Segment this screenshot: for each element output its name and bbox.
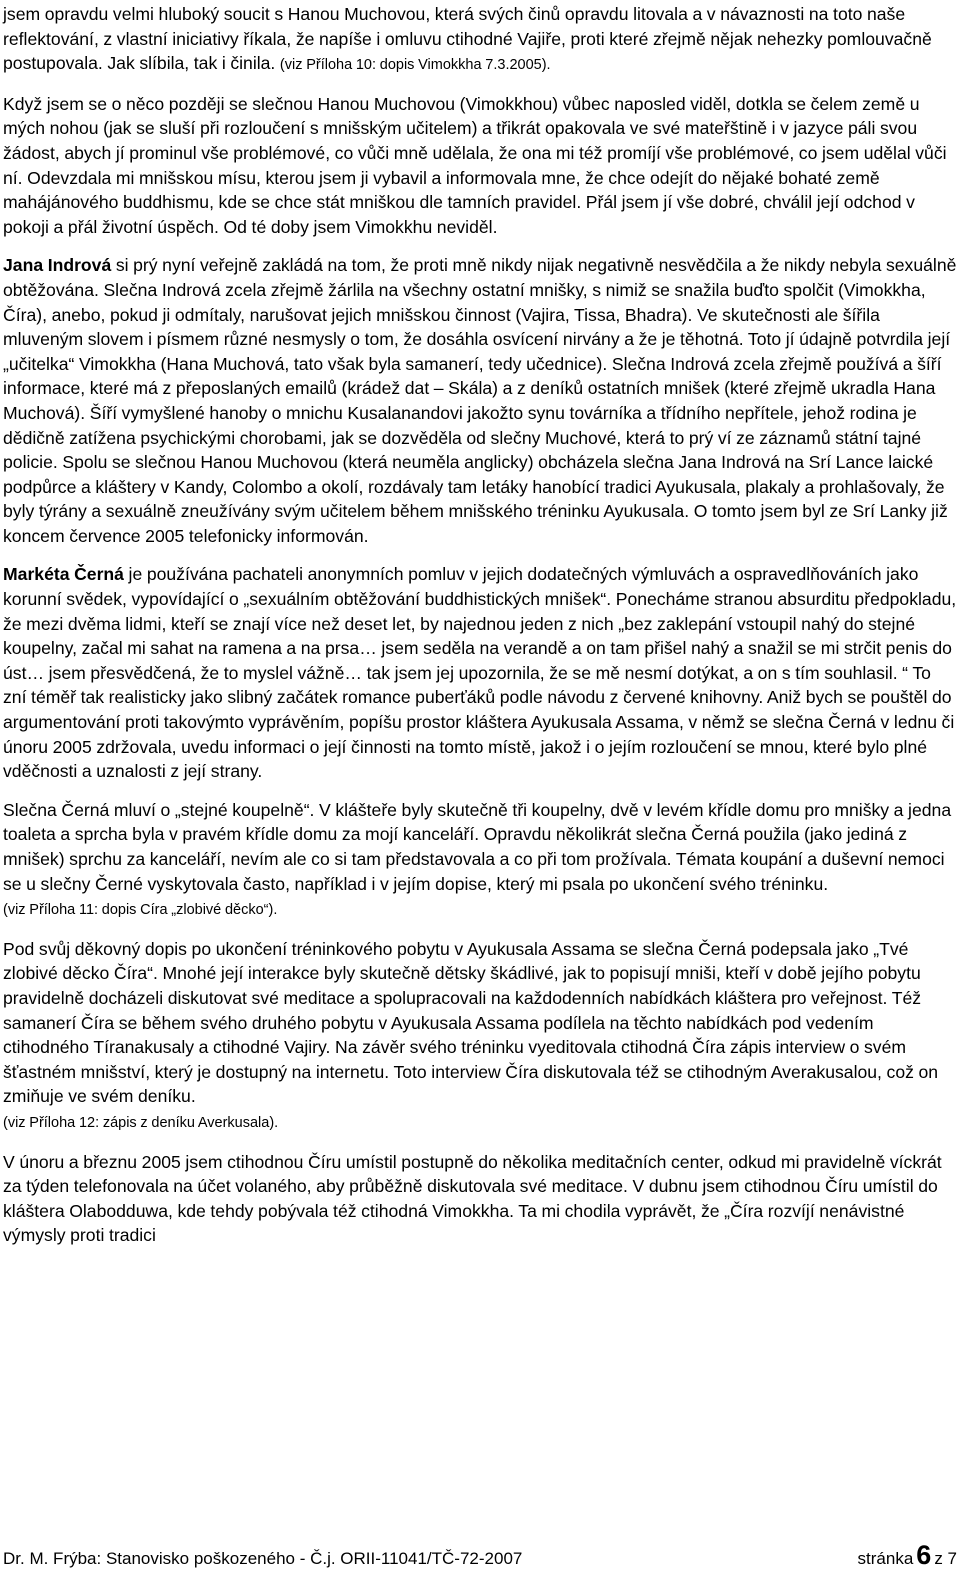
paragraph-text: Slečna Černá mluví o „stejné koupelně“. V klášteře byly skutečně tři koupelny, dvě v levém křídle domu pro mnišky a jedna toaleta a sprcha byla v pravém křídle domu za mojí kanceláří. Opravdu několikrát slečna Černá použila (jako jediná z mnišek) sprchu za kanceláří, nevím ale co si tam představovala a co při tom prožívala. Témata koupání a duševní nemoci se u slečny Černé vyskytovala často, například i v jejím dopise, který mi psala po ukončení svého tréninku.	[3, 799, 952, 894]
paragraph-5	[3, 798, 957, 923]
footer-page-total: z 7	[934, 1549, 957, 1568]
person-name-bold: Jana Indrová	[3, 255, 112, 276]
paragraph-6	[3, 937, 957, 1136]
page-footer	[3, 1540, 957, 1571]
paragraph-text: jsem opravdu velmi hluboký soucit s Hanou Muchovou, která svých činů opravdu litovala a v návaznosti na toto naše reflektování, z vlastní iniciativy říkala, že napíše i omluvu ctihodné Vajiře, proti které zřejmě nějak nehezky pomlouvačně postupovala. Jak slíbila, tak i činila.	[3, 4, 932, 74]
paragraph-text: je používána pachateli anonymních pomluv v jejich dodatečných výmluvách a ospravedlňováních jako korunní svědek, vypovídající o „sexuálním obtěžování buddhistických mnišek“. Ponecháme stranou absurditu předpokladu, že mezi dvěma lidmi, kteří se znají více než deset let, by najednou jeden z nich „bez zaklepání vstoupil nahý do stejné koupelny, začal mi sahat na ramena a na prsa… jsem seděla na verandě a on tam přišel nahý a snažil se mi strčit penis do úst… jsem přesvědčená, že to myslel vážně… tak jsem jej upozornila, že se mě nesmí dotýkat, a on s tím souhlasil. “ To zní téměř tak realisticky jako slibný začátek romance puberťáků podle návodu z červené knihovny. Aniž bych se pouštěl do argumentování proti takovýmto vyprávěním, popíšu prostor kláštera Ayukusala Assama, v němž se slečna Černá v lednu či únoru 2005 zdržovala, uvedu informaci o její činnosti na tomto místě, jakož i o jejím rozloučení se mnou, které bylo plné vděčnosti a uznalosti z její strany.	[3, 564, 957, 782]
footer-document-reference: Dr. M. Frýba: Stanovisko poškozeného - Č.j. ORII-11041/TČ-72-2007	[3, 1549, 523, 1568]
paragraph-text: Když jsem se o něco později se slečnou Hanou Muchovou (Vimokkhou) vůbec naposled viděl, dotkla se čelem země u mých nohou (jak se sluší při rozloučení s mnišským učitelem) a třikrát opakovala ve své mateřštině i v jazyce páli svou žádost, abych jí prominul vše problémové, co vůči mně udělala, že ona mi též promíjí vše problémové, co jsem udělal vůči ní. Odevzdala mi mnišskou mísu, kterou jsem ji vybavil a informovala mne, že chce odejít do nějaké bohaté země mahájánového buddhismu, kde se chce stát mniškou dle tamních pravidel. Přál jsem jí vše dobré, chválil její odchod v pokoji a přál životní úspěch. Od té doby jsem Vimokkhu neviděl.	[3, 93, 947, 237]
paragraph-text: Pod svůj děkovný dopis po ukončení tréninkového pobytu v Ayukusala Assama se slečna Černá podepsala jako „Tvé zlobivé děcko Číra“. Mnohé její interakce byly skutečně dětsky škádlivé, jak to popisují mniši, kteří v době jejího pobytu pravidelně docházeli diskutovat své meditace a spolupracovali na každodenních nabídkách kláštera pro veřejnost. Též samanerí Číra se během svého druhého pobytu v Ayukusala Assama podílela na těchto nabídkách pod vedením ctihodného Tíranakusaly a ctihodné Vajiry. Na závěr svého tréninku vyeditovala ctihodná Číra zápis interview o svém šťastném mnišství, který je dostupný na internetu. Toto interview Číra diskutovala též se ctihodným Averakusalou, což on zmiňuje ve svém deníku.	[3, 938, 939, 1107]
paragraph-2	[3, 92, 957, 240]
paragraph-3	[3, 253, 957, 548]
paragraph-7	[3, 1150, 957, 1248]
footer-page-prefix: stránka	[857, 1549, 914, 1568]
footer-page-number: 6	[916, 1540, 932, 1570]
appendix-note: (viz Příloha 10: dopis Vimokkha 7.3.2005).	[279, 57, 551, 74]
person-name-bold: Markéta Černá	[3, 564, 124, 585]
appendix-note: (viz Příloha 12: zápis z deníku Averkusala).	[3, 1114, 279, 1131]
footer-page-indicator	[858, 1540, 957, 1571]
paragraph-4	[3, 562, 957, 783]
paragraph-text: si prý nyní veřejně zakládá na tom, že proti mně nikdy nijak negativně nesvědčila a že nikdy nebyla sexuálně obtěžována. Slečna Indrová zcela zřejmě žárlila na všechny ostatní mnišky, s nimiž se snažila buďto spolčit (Vimokkha, Číra), anebo, pokud ji odmítaly, narušovat jejich mnišskou činnost (Vajira, Tissa, Bhadra). Ve skutečnosti ale šířila mluveným slovem i písmem různé nesmysly o tom, že dosáhla osvícení nirvány a že je těhotná. Toto jí údajně potvrdila její „učitelka“ Vimokkha (Hana Muchová, tato však byla samanerí, tedy učednice). Slečna Indrová zcela zřejmě používá a šíří informace, které má z přeposlaných emailů (krádež dat – Skála) a z deníků ostatních mnišek (které zřejmě ukradla Hana Muchová). Šíří vymyšlené hanoby o mnichu Kusalanandovi jakožto synu továrníka a třídního nepřítele, jehož rodina je dědičně zatížena psychickými chorobami, jak se dozvěděla od slečny Muchové, která to prý ví ze záznamů státní tajné policie. Spolu se slečnou Hanou Muchovou (která neuměla anglicky) obcházela slečna Jana Indrová na Srí Lance laické podpůrce a kláštery v Kandy, Colombo a okolí, rozdávaly tam letáky hanobící tradici Ayukusala, plakaly a prohlašovaly, že byly týrány a sexuálně zneužívány svým učitelem během mnišského tréninku Ayukusala. O tomto jsem byl ze Srí Lanky již koncem července 2005 telefonicky informován.	[3, 255, 957, 546]
paragraph-1	[3, 2, 957, 78]
paragraph-text: V únoru a březnu 2005 jsem ctihodnou Číru umístil postupně do několika meditačních center, odkud mi pravidelně víckrát za týden telefonovala na účet volaného, aby průběžně diskutovala své meditace. V dubnu jsem ctihodnou Číru umístil do kláštera Olabodduwa, kde tehdy pobývala též ctihodná Vimokkha. Ta mi chodila vyprávět, že „Číra rozvíjí nenávistné výmysly proti tradici	[3, 1151, 942, 1246]
appendix-note: (viz Příloha 11: dopis Círa „zlobivé děcko“).	[3, 902, 278, 919]
